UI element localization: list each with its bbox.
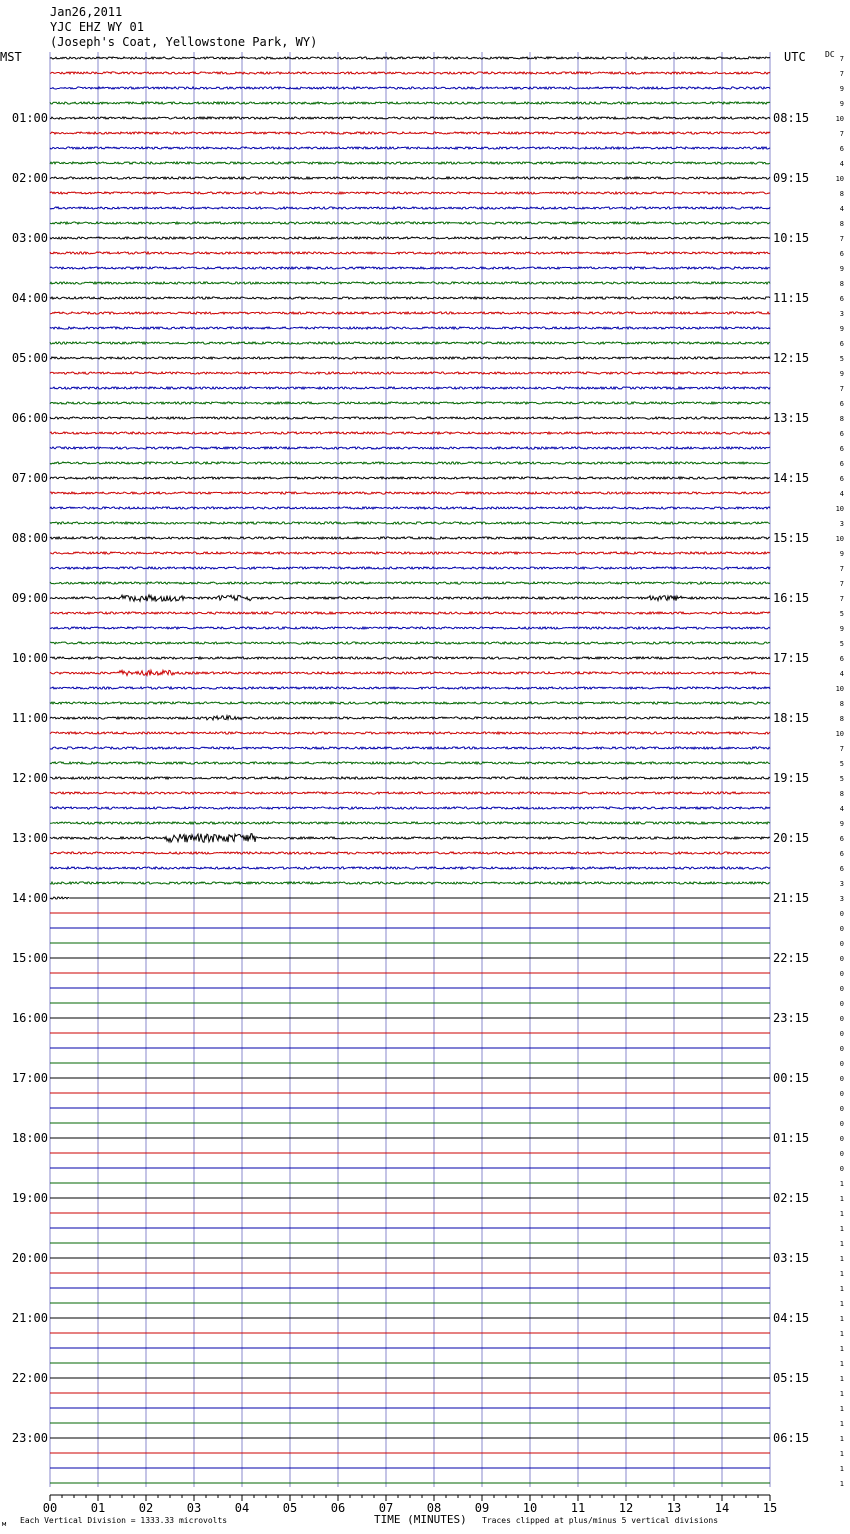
trace-row-44 [50, 716, 770, 720]
dc-offset-label: 0 [839, 1060, 844, 1068]
trace-row-48 [50, 777, 770, 779]
right-hour-label: 12:15 [773, 351, 810, 365]
left-hour-label: 23:00 [11, 1431, 48, 1445]
trace-row-12 [50, 237, 770, 239]
trace-row-6 [50, 147, 770, 149]
x-tick-label: 00 [42, 1501, 58, 1515]
trace-row-4 [50, 117, 770, 119]
dc-offset-label: 1 [839, 1330, 844, 1338]
dc-offset-label: 0 [839, 1000, 844, 1008]
right-timezone-label: UTC [784, 50, 806, 64]
location-label: (Joseph's Coat, Yellowstone Park, WY) [50, 35, 318, 49]
trace-row-11 [50, 222, 770, 224]
dc-offset-label: 10 [835, 535, 844, 543]
right-hour-label: 08:15 [773, 111, 810, 125]
dc-offset-label: 3 [839, 880, 844, 888]
trace-row-27 [50, 462, 770, 464]
dc-offset-label: 9 [839, 100, 844, 108]
trace-row-51 [50, 822, 770, 824]
left-hour-label: 13:00 [11, 831, 48, 845]
dc-offset-label: 8 [839, 190, 844, 198]
x-tick-label: 15 [762, 1501, 778, 1515]
dc-offset-label: 8 [839, 700, 844, 708]
corner-mark: м [2, 1520, 7, 1528]
dc-offset-label: 8 [839, 715, 844, 723]
left-hour-label: 07:00 [11, 471, 48, 485]
dc-offset-label: 5 [839, 775, 844, 783]
dc-offset-label: 5 [839, 355, 844, 363]
dc-offset-labels [836, 55, 844, 1488]
right-hour-label: 18:15 [773, 711, 810, 725]
dc-offset-label: 0 [839, 985, 844, 993]
right-hour-label: 03:15 [773, 1251, 810, 1265]
scale-note: Each Vertical Division = 1333.33 microvolts [20, 1516, 228, 1525]
dc-offset-label: 0 [839, 1090, 844, 1098]
trace-row-9 [50, 192, 770, 194]
dc-offset-label: 1 [839, 1420, 844, 1428]
dc-offset-label: 7 [839, 70, 844, 78]
x-tick-label: 09 [474, 1501, 490, 1515]
trace-row-7 [50, 162, 770, 164]
x-tick-label: 10 [522, 1501, 538, 1515]
trace-row-24 [50, 417, 770, 419]
right-hour-label: 21:15 [773, 891, 810, 905]
trace-row-3 [50, 102, 770, 104]
dc-offset-label: 6 [839, 400, 844, 408]
dc-offset-label: 1 [839, 1465, 844, 1473]
left-hour-label: 21:00 [11, 1311, 48, 1325]
date-label: Jan26,2011 [50, 5, 123, 19]
trace-row-45 [50, 732, 770, 734]
right-hour-label: 16:15 [773, 591, 810, 605]
trace-row-21 [50, 372, 770, 374]
left-hour-label: 22:00 [11, 1371, 48, 1385]
dc-offset-label: 1 [839, 1435, 844, 1443]
x-tick-label: 08 [426, 1501, 442, 1515]
dc-offset-label: 7 [839, 580, 844, 588]
dc-offset-label: 1 [839, 1315, 844, 1323]
trace-row-30 [50, 507, 770, 509]
dc-offset-label: 1 [839, 1225, 844, 1233]
trace-row-46 [50, 747, 770, 749]
x-tick-label: 07 [378, 1501, 394, 1515]
dc-offset-label: 1 [839, 1360, 844, 1368]
dc-offset-label: 1 [839, 1480, 844, 1488]
dc-offset-label: 8 [839, 790, 844, 798]
dc-offset-label: 1 [839, 1345, 844, 1353]
x-tick-label: 02 [138, 1501, 154, 1515]
right-hour-labels [773, 111, 809, 1445]
dc-offset-label: 6 [839, 835, 844, 843]
dc-offset-label: 6 [839, 430, 844, 438]
dc-offset-label: 0 [839, 1015, 844, 1023]
dc-offset-label: 4 [839, 805, 844, 813]
trace-row-38 [50, 627, 770, 629]
trace-row-47 [50, 762, 770, 764]
left-timezone-label: MST [0, 50, 22, 64]
dc-offset-label: 1 [839, 1390, 844, 1398]
trace-row-23 [50, 402, 770, 404]
trace-row-14 [50, 267, 770, 269]
dc-offset-label: 1 [839, 1285, 844, 1293]
traces [50, 57, 770, 1483]
dc-offset-label: 6 [839, 850, 844, 858]
clip-note: Traces clipped at plus/minus 5 vertical divisions [482, 1516, 719, 1525]
trace-row-53 [50, 852, 770, 854]
trace-row-1 [50, 72, 770, 74]
left-hour-label: 09:00 [11, 591, 48, 605]
dc-offset-label: 10 [835, 175, 844, 183]
dc-offset-label: 7 [839, 235, 844, 243]
dc-offset-label: 10 [835, 685, 844, 693]
dc-offset-label: 0 [839, 1030, 844, 1038]
trace-row-17 [50, 312, 770, 314]
trace-row-49 [50, 792, 770, 794]
dc-offset-label: 1 [839, 1300, 844, 1308]
right-hour-label: 09:15 [773, 171, 810, 185]
left-hour-label: 15:00 [11, 951, 48, 965]
dc-offset-label: 7 [839, 595, 844, 603]
dc-offset-label: 9 [839, 370, 844, 378]
dc-offset-label: 9 [839, 625, 844, 633]
left-hour-label: 14:00 [11, 891, 48, 905]
trace-row-35 [50, 582, 770, 584]
dc-offset-label: 10 [835, 115, 844, 123]
dc-offset-label: 0 [839, 1150, 844, 1158]
dc-offset-label: 4 [839, 160, 844, 168]
trace-row-8 [50, 177, 770, 179]
dc-offset-label: 6 [839, 145, 844, 153]
trace-row-37 [50, 612, 770, 614]
x-tick-label: 13 [666, 1501, 682, 1515]
x-axis-title: TIME (MINUTES) [374, 1513, 467, 1526]
left-hour-label: 06:00 [11, 411, 48, 425]
right-hour-label: 10:15 [773, 231, 810, 245]
right-hour-label: 06:15 [773, 1431, 810, 1445]
trace-row-40 [50, 657, 770, 659]
x-axis [43, 1495, 777, 1515]
right-hour-label: 05:15 [773, 1371, 810, 1385]
right-hour-label: 02:15 [773, 1191, 810, 1205]
right-hour-label: 11:15 [773, 291, 810, 305]
trace-row-2 [50, 87, 770, 89]
dc-offset-label: 9 [839, 265, 844, 273]
right-hour-label: 22:15 [773, 951, 810, 965]
x-tick-label: 03 [186, 1501, 202, 1515]
left-hour-label: 03:00 [11, 231, 48, 245]
trace-row-36 [50, 595, 770, 601]
dc-offset-label: 7 [839, 745, 844, 753]
right-hour-label: 04:15 [773, 1311, 810, 1325]
trace-row-5 [50, 132, 770, 134]
trace-row-15 [50, 282, 770, 284]
trace-row-0 [50, 57, 770, 59]
dc-offset-label: 1 [839, 1375, 844, 1383]
right-hour-label: 23:15 [773, 1011, 810, 1025]
dc-offset-label: 10 [835, 730, 844, 738]
dc-offset-label: 6 [839, 655, 844, 663]
dc-offset-label: 8 [839, 415, 844, 423]
dc-offset-label: 6 [839, 865, 844, 873]
dc-header-label: DC [825, 50, 835, 59]
trace-row-13 [50, 252, 770, 254]
trace-row-33 [50, 552, 770, 554]
dc-offset-label: 4 [839, 670, 844, 678]
dc-offset-label: 1 [839, 1210, 844, 1218]
trace-row-34 [50, 567, 770, 569]
dc-offset-label: 1 [839, 1240, 844, 1248]
x-tick-label: 12 [618, 1501, 634, 1515]
dc-offset-label: 5 [839, 610, 844, 618]
x-tick-label: 01 [90, 1501, 106, 1515]
dc-offset-label: 9 [839, 820, 844, 828]
dc-offset-label: 6 [839, 295, 844, 303]
dc-offset-label: 9 [839, 85, 844, 93]
dc-offset-label: 6 [839, 475, 844, 483]
trace-row-19 [50, 342, 770, 344]
left-hour-label: 16:00 [11, 1011, 48, 1025]
dc-offset-label: 6 [839, 250, 844, 258]
trace-row-50 [50, 807, 770, 809]
trace-row-26 [50, 447, 770, 449]
dc-offset-label: 7 [839, 385, 844, 393]
dc-offset-label: 0 [839, 1135, 844, 1143]
dc-offset-label: 10 [835, 505, 844, 513]
vertical-grid [50, 52, 770, 1487]
trace-row-52 [50, 834, 770, 843]
trace-row-55 [50, 882, 770, 884]
trace-row-20 [50, 357, 770, 359]
dc-offset-label: 0 [839, 1165, 844, 1173]
dc-offset-label: 0 [839, 925, 844, 933]
trace-row-54 [50, 867, 770, 869]
dc-offset-label: 5 [839, 640, 844, 648]
dc-offset-label: 7 [839, 55, 844, 63]
trace-row-18 [50, 327, 770, 329]
dc-offset-label: 0 [839, 955, 844, 963]
dc-offset-label: 0 [839, 1075, 844, 1083]
x-tick-label: 06 [330, 1501, 346, 1515]
trace-row-42 [50, 687, 770, 689]
trace-row-28 [50, 477, 770, 479]
dc-offset-label: 0 [839, 1045, 844, 1053]
trace-row-32 [50, 537, 770, 539]
dc-offset-label: 1 [839, 1255, 844, 1263]
dc-offset-label: 6 [839, 445, 844, 453]
left-hour-label: 19:00 [11, 1191, 48, 1205]
x-tick-label: 11 [570, 1501, 586, 1515]
dc-offset-label: 4 [839, 490, 844, 498]
right-hour-label: 17:15 [773, 651, 810, 665]
left-hour-label: 02:00 [11, 171, 48, 185]
trace-row-22 [50, 387, 770, 389]
dc-offset-label: 7 [839, 130, 844, 138]
trace-row-16 [50, 297, 770, 299]
right-hour-label: 14:15 [773, 471, 810, 485]
dc-offset-label: 3 [839, 310, 844, 318]
dc-offset-label: 1 [839, 1450, 844, 1458]
dc-offset-label: 1 [839, 1180, 844, 1188]
left-hour-label: 12:00 [11, 771, 48, 785]
right-hour-label: 20:15 [773, 831, 810, 845]
dc-offset-label: 1 [839, 1405, 844, 1413]
x-tick-label: 14 [714, 1501, 730, 1515]
trace-row-56 [50, 897, 69, 899]
dc-offset-label: 9 [839, 550, 844, 558]
dc-offset-label: 8 [839, 220, 844, 228]
dc-offset-label: 7 [839, 565, 844, 573]
dc-offset-label: 0 [839, 940, 844, 948]
left-hour-label: 17:00 [11, 1071, 48, 1085]
right-hour-label: 01:15 [773, 1131, 810, 1145]
left-hour-label: 01:00 [11, 111, 48, 125]
dc-offset-label: 0 [839, 1105, 844, 1113]
trace-row-25 [50, 432, 770, 434]
left-hour-label: 04:00 [11, 291, 48, 305]
dc-offset-label: 1 [839, 1270, 844, 1278]
left-hour-labels [12, 111, 48, 1445]
trace-row-31 [50, 522, 770, 524]
dc-offset-label: 4 [839, 205, 844, 213]
right-hour-label: 13:15 [773, 411, 810, 425]
left-hour-label: 20:00 [11, 1251, 48, 1265]
left-hour-label: 10:00 [11, 651, 48, 665]
trace-row-29 [50, 492, 770, 494]
x-tick-label: 05 [282, 1501, 298, 1515]
left-hour-label: 08:00 [11, 531, 48, 545]
dc-offset-label: 8 [839, 280, 844, 288]
dc-offset-label: 6 [839, 460, 844, 468]
dc-offset-label: 3 [839, 520, 844, 528]
right-hour-label: 00:15 [773, 1071, 810, 1085]
left-hour-label: 05:00 [11, 351, 48, 365]
dc-offset-label: 1 [839, 1195, 844, 1203]
station-label: YJC EHZ WY 01 [50, 20, 144, 34]
dc-offset-label: 3 [839, 895, 844, 903]
dc-offset-label: 6 [839, 340, 844, 348]
dc-offset-label: 0 [839, 910, 844, 918]
dc-offset-label: 5 [839, 760, 844, 768]
left-hour-label: 11:00 [11, 711, 48, 725]
trace-row-41 [50, 670, 770, 675]
dc-offset-label: 0 [839, 970, 844, 978]
x-tick-label: 04 [234, 1501, 250, 1515]
trace-row-10 [50, 207, 770, 209]
right-hour-label: 19:15 [773, 771, 810, 785]
dc-offset-label: 0 [839, 1120, 844, 1128]
trace-row-39 [50, 642, 770, 644]
dc-offset-label: 9 [839, 325, 844, 333]
right-hour-label: 15:15 [773, 531, 810, 545]
left-hour-label: 18:00 [11, 1131, 48, 1145]
trace-row-43 [50, 702, 770, 704]
